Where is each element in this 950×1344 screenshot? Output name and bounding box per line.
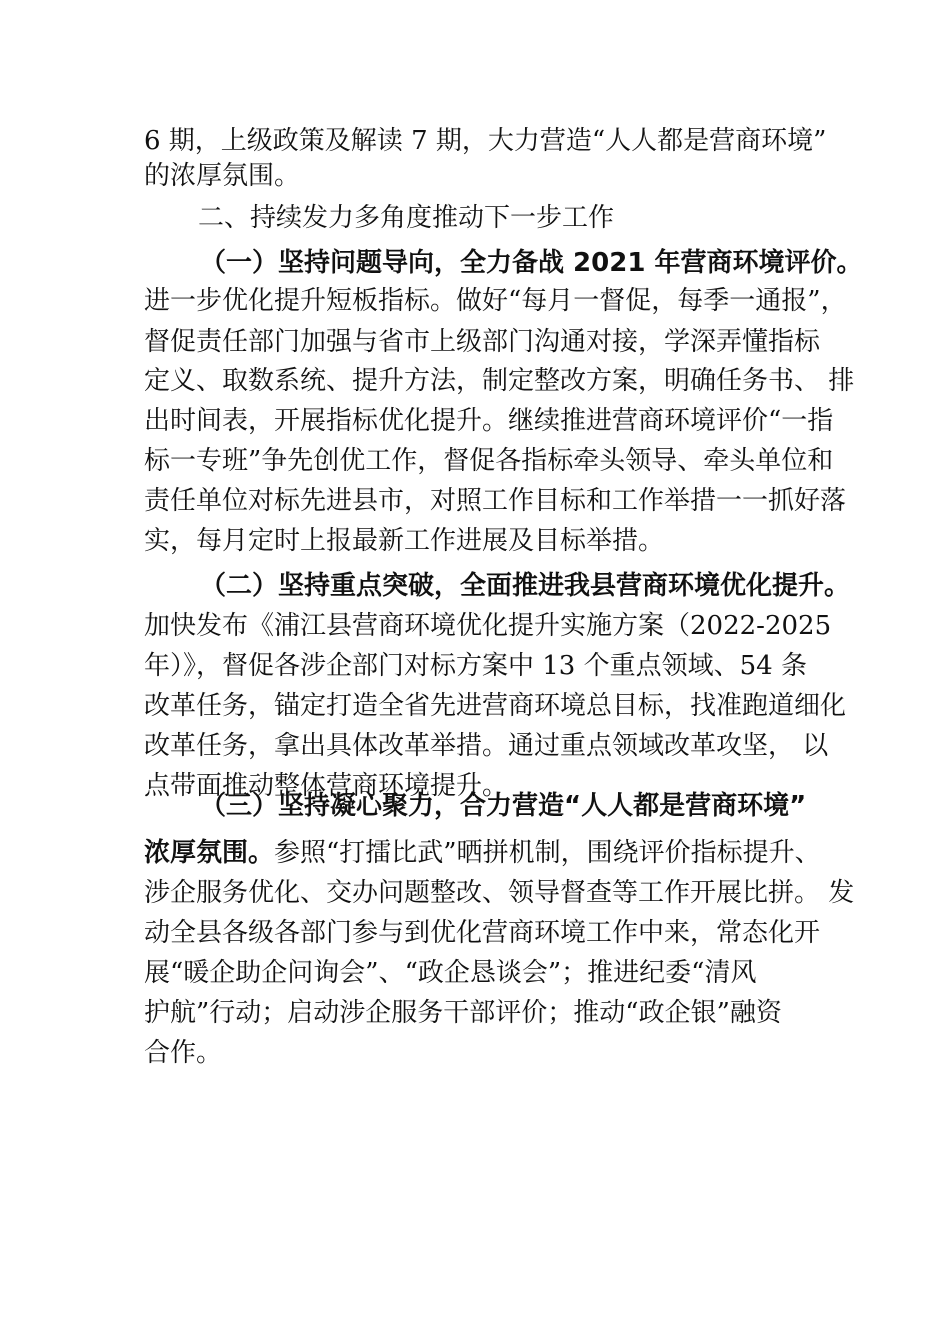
text-line: 6 期，上级政策及解读 7 期，大力营造“人人都是营商环境”: [144, 126, 827, 156]
text-line: 合作。: [144, 1038, 223, 1068]
text-line: 护航”行动；启动涉企服务干部评价；推动“政企银”融资: [144, 998, 782, 1028]
text-line: 出时间表，开展指标优化提升。继续推进营商环境评价“一指: [144, 406, 834, 436]
section-heading: 二、持续发力多角度推动下一步工作: [198, 203, 615, 233]
text-line: 进一步优化提升短板指标。做好“每月一督促，每季一通报”，: [144, 286, 847, 316]
text-line: 加快发布《浦江县营商环境优化提升实施方案（2022-2025: [144, 611, 832, 641]
subsection-heading: （一）坚持问题导向，全力备战 2021 年营商环境评价。: [200, 248, 863, 278]
text-line: 年）》，督促各涉企部门对标方案中 13 个重点领域、54 条: [144, 651, 807, 681]
subsection-heading: （三）坚持凝心聚力，合力营造“人人都是营商环境”: [200, 791, 807, 821]
text-line: 展“暖企助企问询会”、“政企恳谈会”；推进纪委“清风: [144, 958, 757, 988]
text-line: 实，每月定时上报最新工作进展及目标举措。: [144, 526, 665, 556]
text-line: 的浓厚氛围。: [144, 161, 301, 191]
text-line: 标一专班”争先创优工作，督促各指标牵头领导、牵头单位和: [144, 446, 834, 476]
text-line: 责任单位对标先进县市，对照工作目标和工作举措一一抓好落: [144, 486, 847, 516]
text-line: 涉企服务优化、交办问题整改、领导督查等工作开展比拼。 发: [144, 878, 855, 908]
text-line: [144, 836, 821, 870]
text-line: 督促责任部门加强与省市上级部门沟通对接，学深弄懂指标: [144, 327, 821, 357]
text-line: 动全县各级各部门参与到优化营商环境工作中来，常态化开: [144, 918, 821, 948]
subsection-heading-tail: 浓厚氛围。: [144, 838, 275, 868]
text-line: 定义、取数系统、提升方法，制定整改方案，明确任务书、 排: [144, 366, 855, 396]
text-line: 点带面推动整体营商环境提升。: [144, 771, 509, 801]
text-span: 参照“打擂比武”晒拼机制，围绕评价指标提升、: [274, 838, 821, 868]
text-line: 改革任务，锚定打造全省先进营商环境总目标，找准跑道细化: [144, 691, 847, 721]
text-line: 改革任务，拿出具体改革举措。通过重点领域改革攻坚， 以: [144, 731, 829, 761]
subsection-heading: （二）坚持重点突破，全面推进我县营商环境优化提升。: [200, 571, 851, 601]
